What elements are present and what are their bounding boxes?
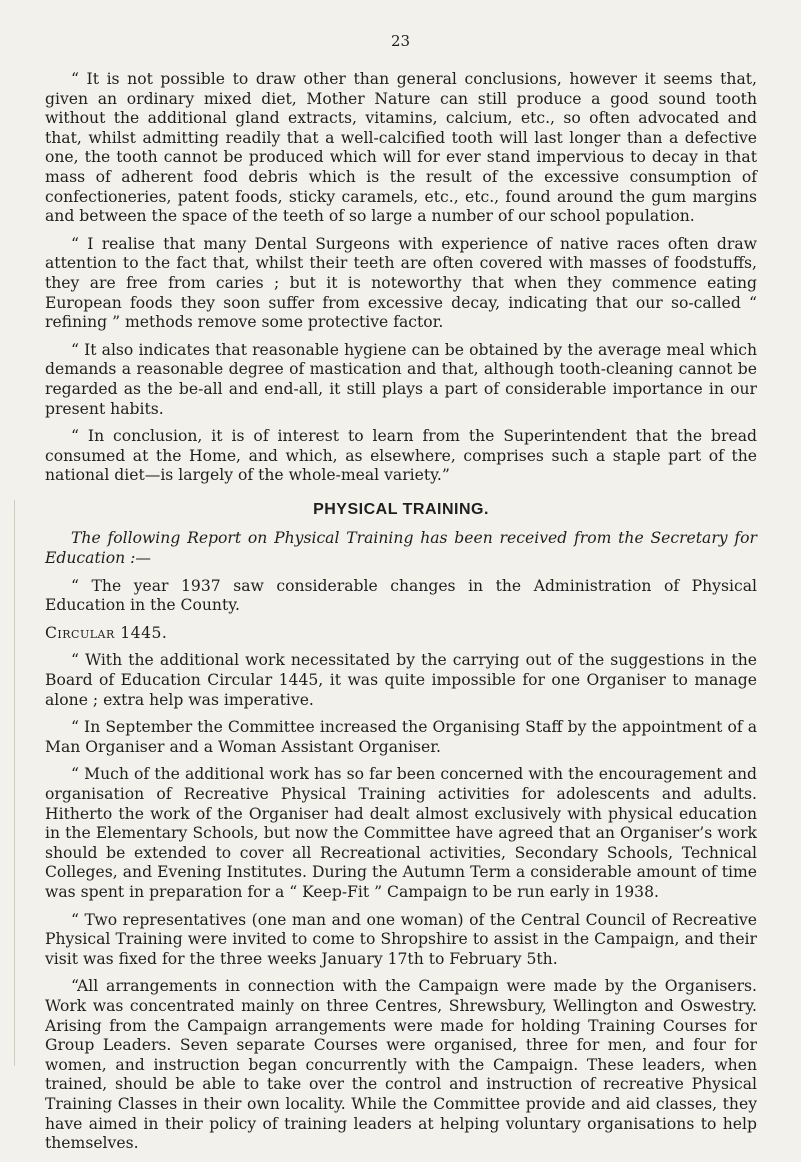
paragraph: “ In September the Committee increased the Organising Staff by the appointment of a Man Organiser and a Woman Assistant Organiser.	[45, 718, 757, 756]
page-number: 23	[390, 32, 411, 50]
paragraph: “ The year 1937 saw considerable changes in the Administration of Physical Education in the County.	[45, 576, 757, 615]
paragraph: “ It is not possible to draw other than general conclusions, however it seems that, given an ordinary mixed diet, Mother Nature can still produce a good sound tooth without the additional gland extracts, vitamins, calcium, etc., so often advocated and that, whilst admitting readily that a well-calcified tooth will last longer than a defective one, the tooth cannot be produced which will for ever stand impervious to decay in that mass of adherent food debris which is the result of the excessive consumption of confectioneries, patent foods, sticky caramels, etc., etc., found around the gum margins and between the space of the teeth of so large a number of our school population.	[45, 70, 757, 226]
binding-edge	[0, 500, 15, 1066]
paragraph: “ With the additional work necessitated by the carrying out of the suggestions in the Board of Education Circular 1445, it was quite impossible for one Organiser to manage alone ; extra help was imperative.	[45, 651, 757, 709]
paragraph: “ Much of the additional work has so far been concerned with the encouragement and organisation of Recreative Physical Training activities for adolescents and adults. Hitherto the work of the Organiser had dealt almost exclusively with physical education in the Elementary Schools, but now the Committee have agreed that an Organiser’s work should be extended to cover all Recreational activities, Secondary Schools, Technical Colleges, and Evening Institutes. During the Autumn Term a considerable amount of time was spent in preparation for a “ Keep-Fit ” Campaign to be run early in 1938.	[45, 765, 757, 901]
paragraph: “ In conclusion, it is of interest to learn from the Superintendent that the bread consumed at the Home, and which, as elsewhere, comprises such a staple part of the national diet—is largely of the whole-meal variety.”	[45, 427, 757, 485]
intro-line: The following Report on Physical Training has been received from the Secretary for Education :—	[45, 529, 757, 568]
paragraph: “All arrangements in connection with the Campaign were made by the Organisers. Work was concentrated mainly on three Centres, Shrewsbury, Wellington and Oswestry. Arising from the Campaign arrangements were made for holding Training Courses for Group Leaders. Seven separate Courses were organised, three for men, and four for women, and instruction began concurrently with the Campaign. These leaders, when trained, should be able to take over the control and instruction of recreative Physical Training Classes in their own locality. While the Committee provide and aid classes, they have aimed in their policy of training leaders at helping voluntary organisations to help themselves.	[45, 977, 757, 1153]
page-body	[45, 70, 757, 1162]
paragraph: “ It also indicates that reasonable hygiene can be obtained by the average meal which demands a reasonable degree of mastication and that, although tooth-cleaning cannot be regarded as the be-all and end-all, it still plays a part of considerable importance in our present habits.	[45, 340, 757, 418]
section-heading: PHYSICAL TRAINING.	[313, 500, 489, 518]
paragraph: “ I realise that many Dental Surgeons with experience of native races often draw attention to the fact that, whilst their teeth are often covered with masses of foodstuffs, they are free from caries ; but it is noteworthy that when they commence eating European foods they soon suffer from excessive decay, indicating that our so-called “ refining ” methods remove some protective factor.	[45, 234, 757, 332]
paragraph: “ Two representatives (one man and one woman) of the Central Council of Recreative Physical Training were invited to come to Shropshire to assist in the Campaign, and their visit was fixed for the three weeks January 17th to February 5th.	[45, 910, 757, 968]
circular-heading: Circular 1445.	[45, 623, 168, 642]
